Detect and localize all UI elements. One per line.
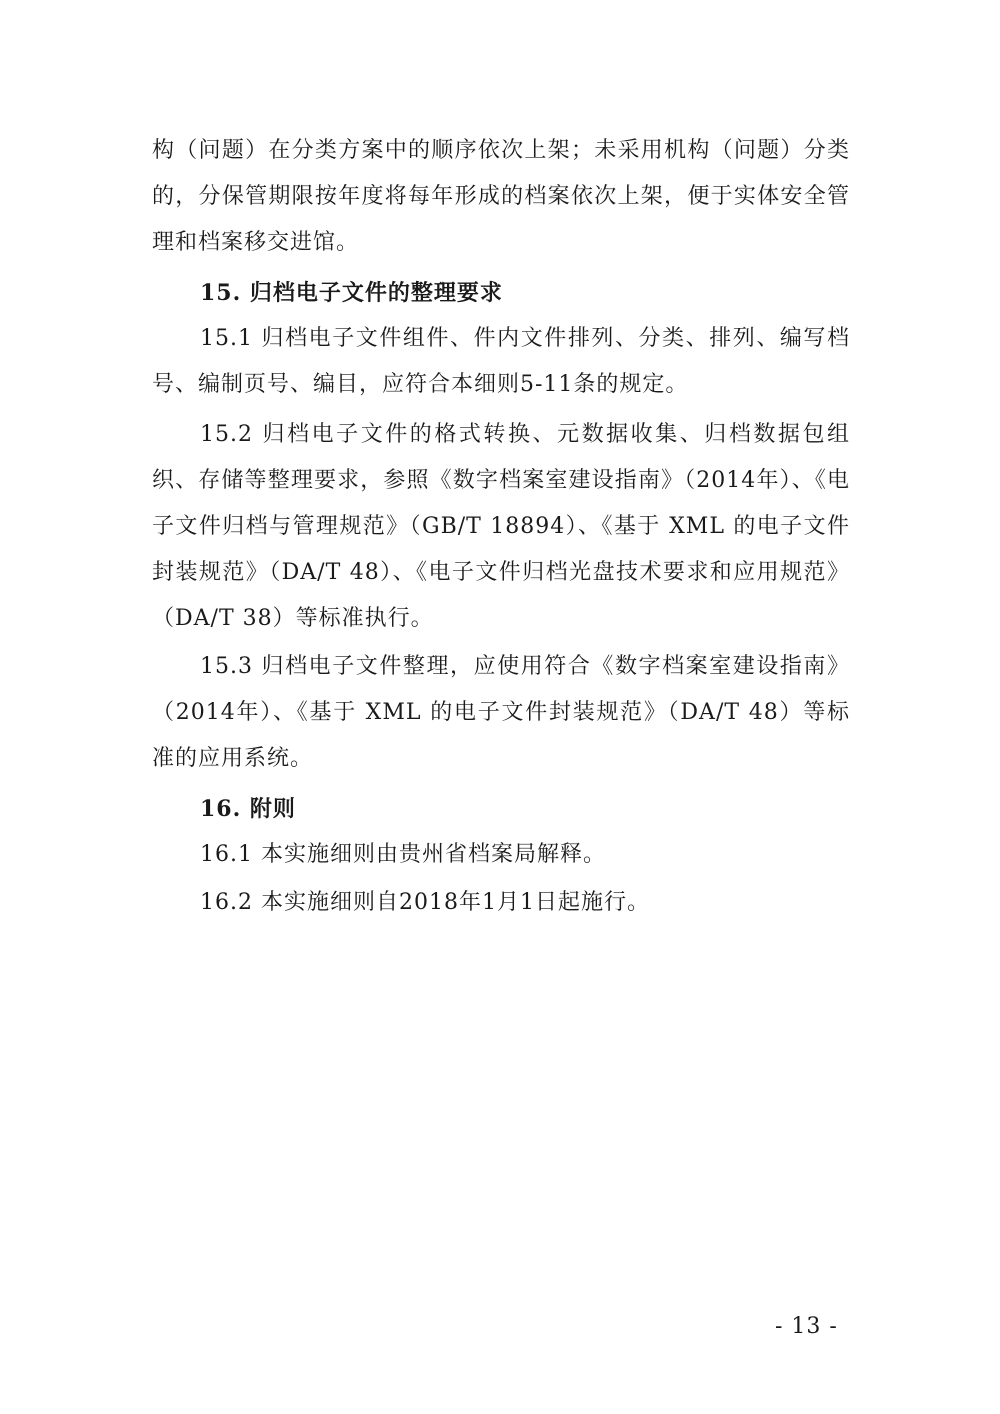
section-heading-15: 15. 归档电子文件的整理要求: [200, 280, 503, 306]
clause-15-3: 15.3 归档电子文件整理，应使用符合《数字档案室建设指南》（2014年）、《基于 XML 的电子文件封装规范》（DA/T 48）等标准的应用系统。: [152, 654, 850, 771]
section-heading-16: 16. 附则: [200, 796, 296, 822]
page-number: - 13 -: [775, 1314, 838, 1339]
paragraph-shelving-order: 构（问题）在分类方案中的顺序依次上架；未采用机构（问题）分类的，分保管期限按年度将每年形成的档案依次上架，便于实体安全管理和档案移交进馆。: [152, 138, 850, 255]
clause-16-1: 16.1 本实施细则由贵州省档案局解释。: [200, 842, 606, 867]
clause-16-2: 16.2 本实施细则自2018年1月1日起施行。: [200, 890, 650, 915]
clause-15-1: 15.1 归档电子文件组件、件内文件排列、分类、排列、编写档号、编制页号、编目，应符合本细则5-11条的规定。: [152, 326, 850, 397]
clause-15-2: 15.2 归档电子文件的格式转换、元数据收集、归档数据包组织、存储等整理要求，参照《数字档案室建设指南》（2014年）、《电子文件归档与管理规范》（GB/T 18894）、《基于 XML 的电子文件封装规范》（DA/T 48）、《电子文件归档光盘技术要求和应用规范》（DA/T 38）等标准执行。: [152, 422, 850, 631]
